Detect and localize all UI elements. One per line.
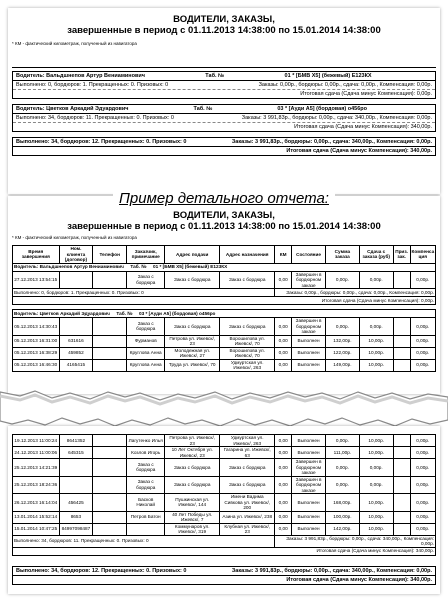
table-cell xyxy=(93,511,127,523)
table-cell xyxy=(93,494,127,512)
table-cell: Выполнен xyxy=(292,359,326,371)
total-totals: Заказы: 3 991,83р., бордюры: 0,00р., сдача: 340,00р., Компенсация: 0,00р. xyxy=(231,567,432,574)
report-title-line1: ВОДИТЕЛИ, ЗАКАЗЫ, xyxy=(173,14,275,25)
table-cell: Азина ул. Ижевск/, 238 xyxy=(220,511,275,523)
table-cell xyxy=(93,359,127,371)
table-cell: Выполнен xyxy=(292,523,326,535)
table-cell: 0,00 xyxy=(275,359,292,371)
total-done: Выполнено: 34, бордюров: 12. Прекращенных: 0. Призовых: 0 xyxy=(16,139,187,145)
table-cell: 0,00р. xyxy=(410,435,435,447)
table-cell: 132,00р. xyxy=(325,335,359,347)
table-cell: Выполнен xyxy=(292,435,326,447)
table-cell: Заказ с бордюра xyxy=(165,271,220,289)
table-cell: 0,00р. xyxy=(325,459,359,477)
table-cell: 0,00р. xyxy=(410,511,435,523)
table-cell xyxy=(93,318,127,336)
table-cell: 40 Лет Победы ул. Ижевск/, 7 xyxy=(165,511,220,523)
table-row xyxy=(13,359,436,371)
table-cell: 25.12.2013 14:21:39 xyxy=(13,459,60,477)
table-cell xyxy=(59,271,93,289)
detail-title-line2: завершенные в период с 01.11.2013 14:38:00 по 15.01.2014 14:38:00 xyxy=(67,221,381,232)
table-cell: Пушкинская ул. Ижевск/, 144 xyxy=(165,494,220,512)
detail-grand-total xyxy=(12,566,436,585)
detail-table-continued xyxy=(12,434,436,556)
total-change: Итоговая сдача (Сдача минус Компенсация): 340,00р. xyxy=(286,576,432,583)
table-cell: 0,00р. xyxy=(359,271,393,289)
table-cell: 10,00р. xyxy=(359,511,393,523)
table-cell: 10,00р. xyxy=(359,447,393,459)
table-cell: 0,00 xyxy=(275,271,292,289)
column-header: Сдача с заказа (руб) xyxy=(359,246,393,264)
table-cell: Клубная ул. Ижевск/, 23 xyxy=(220,523,275,535)
column-header: КМ xyxy=(275,246,292,264)
detail-heading-wrap xyxy=(0,176,448,208)
table-row xyxy=(13,447,436,459)
column-header: Время завершения xyxy=(13,246,60,264)
column-header: Ном. клиента (договор) xyxy=(59,246,93,264)
column-header: Сумма заказа xyxy=(325,246,359,264)
table-cell xyxy=(93,335,127,347)
final-change: Итоговая сдача (Сдача минус Компенсация): 340,00р. xyxy=(294,124,432,130)
table-cell: 0,00 xyxy=(275,523,292,535)
table-cell: Заказ с бордюра xyxy=(165,459,220,477)
table-cell: 0,00р. xyxy=(410,335,435,347)
table-cell: 8653 xyxy=(59,511,93,523)
summary-report xyxy=(8,8,440,194)
table-cell xyxy=(93,476,127,494)
table-cell: 0,00 xyxy=(275,335,292,347)
table-cell: Выполнен xyxy=(292,447,326,459)
table-cell: 0,00р. xyxy=(325,318,359,336)
table-cell: Выполнен xyxy=(292,347,326,359)
table-cell xyxy=(59,476,93,494)
table-cell: 0,00 xyxy=(275,511,292,523)
table-cell: 4165415 xyxy=(59,359,93,371)
table-cell: 05.12.2013 16:31:00 xyxy=(13,335,60,347)
column-header: Компенса ция xyxy=(410,246,435,264)
table-cell xyxy=(393,459,410,477)
table-cell: Заказ с бордюра xyxy=(220,271,275,289)
table-row xyxy=(13,476,436,494)
table-cell: 168,00р. xyxy=(325,494,359,512)
table-cell: 0,00р. xyxy=(410,459,435,477)
table-cell: Труда ул. Ижевск/, 70 xyxy=(165,359,220,371)
column-header: Телефон xyxy=(93,246,127,264)
table-cell: 0,00р. xyxy=(325,271,359,289)
table-cell: 05.12.2013 14:30:43 xyxy=(13,318,60,336)
group2-done: Выполнено: 34, бордюров: 11. Прекращенных: 0. Призовых: 0 xyxy=(13,535,275,547)
done-count: Выполнено: 0, бордюров: 1. Прекращенных: 0. Призовых: 0 xyxy=(16,82,169,88)
column-header: Заказчик, примечание xyxy=(127,246,165,264)
total-totals: Заказы: 3 991,83р., бордюры: 0,00р., сдача: 340,00р., Компенсация: 0,00р. xyxy=(231,139,432,145)
table-cell: 84997098487 xyxy=(59,523,93,535)
car-label: 03 * [Ауди А5] (бордовая) о456ро xyxy=(277,106,368,112)
driver-group-1 xyxy=(12,71,436,99)
table-cell: Заказ с бордюра xyxy=(127,476,165,494)
table-cell: Заказ с бордюра xyxy=(220,318,275,336)
table-cell: 26.12.2013 16:14:04 xyxy=(13,494,60,512)
table-cell: 0,00р. xyxy=(410,271,435,289)
table-cell: 0,00р. xyxy=(410,359,435,371)
report-title-line2: завершенные в период с 01.11.2013 14:38:00 по 15.01.2014 14:38:00 xyxy=(67,25,381,36)
table-cell: 19.12.2013 11:00:24 xyxy=(13,435,60,447)
table-cell: Круглова Анна xyxy=(127,347,165,359)
table-cell: 0,00 xyxy=(275,435,292,447)
table-cell xyxy=(93,271,127,289)
table-cell: 456425 xyxy=(59,494,93,512)
detail-report-continued xyxy=(8,426,440,594)
column-header: Приз. зак. xyxy=(393,246,410,264)
table-cell: 631616 xyxy=(59,335,93,347)
table-cell xyxy=(93,523,127,535)
table-header-row xyxy=(13,246,436,264)
table-cell xyxy=(393,447,410,459)
tab-label: Таб. № xyxy=(205,73,225,79)
table-cell: 0,00р. xyxy=(410,476,435,494)
group2-change: Итоговая сдача (Сдача минус Компенсация): 340,00р. xyxy=(13,547,436,555)
final-change: Итоговая сдача (Сдача минус Компенсация): 0,00р. xyxy=(300,91,432,97)
driver-group-2 xyxy=(12,104,436,132)
table-cell: Заказ с бордюра xyxy=(165,476,220,494)
table-cell: Заказ с бордюра xyxy=(220,476,275,494)
table-cell: Заказ с бордюра xyxy=(127,271,165,289)
table-cell: 0,00р. xyxy=(359,318,393,336)
group-header-1: Водитель: Вальдшнепов Артур Вениаминович Таб. № 01 * [БМВ X5] (бежевый) Е123КХ xyxy=(13,263,436,271)
table-cell: 10,00р. xyxy=(359,435,393,447)
table-row xyxy=(13,494,436,512)
table-cell xyxy=(393,318,410,336)
table-cell: 27.12.2013 13:54:15 xyxy=(13,271,60,289)
table-cell: Петров Батон xyxy=(127,511,165,523)
table-row xyxy=(13,271,436,289)
total-change: Итоговая сдача (Сдача минус Компенсация): 340,00р. xyxy=(286,148,432,154)
group2-totals: Заказы: 3 991,83р., бордюры: 0,00р., сдача: 340,00р., Компенсация: 0,00р. xyxy=(275,535,436,547)
table-cell: Басков Николай xyxy=(127,494,165,512)
table-cell xyxy=(393,494,410,512)
table-cell: 25.12.2013 18:24:36 xyxy=(13,476,60,494)
table-cell xyxy=(93,435,127,447)
table-cell xyxy=(393,271,410,289)
table-cell: 0,00р. xyxy=(410,447,435,459)
table-cell: Выполнен xyxy=(292,494,326,512)
table-cell: 645315 xyxy=(59,447,93,459)
table-cell: 15.01.2014 10:47:25 xyxy=(13,523,60,535)
table-cell: Удмуртская ул. Ижевск/, 263 xyxy=(220,435,275,447)
torn-edge-graphic xyxy=(0,390,448,430)
table-cell: Петрова ул. Ижевск/, 23 xyxy=(165,335,220,347)
group-header-2: Водитель: Цветков Аркадий Эдуардович Таб. № 03 * [Ауди А5] (бордовая) о456ро xyxy=(13,310,436,318)
table-cell: 142,00р. xyxy=(325,523,359,535)
table-row xyxy=(13,435,436,447)
table-cell xyxy=(59,459,93,477)
table-row xyxy=(13,523,436,535)
table-cell: 10,00р. xyxy=(359,523,393,535)
table-cell xyxy=(393,359,410,371)
table-cell: 0,00 xyxy=(275,447,292,459)
table-cell: Завершен в бордюрном заказе xyxy=(292,318,326,336)
table-cell xyxy=(127,523,165,535)
table-cell: Фурманов xyxy=(127,335,165,347)
table-cell: 24.12.2013 11:00:06 xyxy=(13,447,60,459)
driver-name: Водитель: Вальдшнепов Артур Вениаминович xyxy=(16,73,145,79)
table-cell: 05.12.2013 16:38:29 xyxy=(13,347,60,359)
table-cell: Заказ с бордюра xyxy=(220,459,275,477)
table-cell: 0,00 xyxy=(275,347,292,359)
table-cell: 459852 xyxy=(59,347,93,359)
table-cell xyxy=(393,347,410,359)
table-cell: 10,00р. xyxy=(359,335,393,347)
table-cell: 10,00р. xyxy=(359,347,393,359)
table-cell: 0,00 xyxy=(275,318,292,336)
table-cell: Ворошилова ул. Ижевск/, 70 xyxy=(220,347,275,359)
table-cell: Козлов Игорь xyxy=(127,447,165,459)
table-cell: Петрова ул. Ижевск/, 23 xyxy=(165,435,220,447)
table-cell: Заказ с бордюра xyxy=(127,459,165,477)
table-cell xyxy=(393,523,410,535)
table-row xyxy=(13,335,436,347)
table-cell xyxy=(93,459,127,477)
group1-totals: Заказы: 0,00р., бордюры: 0,00р., сдача: 0,00р., Компенсация: 0,00р. xyxy=(275,289,436,297)
detail-report xyxy=(8,196,440,394)
table-cell: 0,00р. xyxy=(410,318,435,336)
table-cell: Лагутенко Илья xyxy=(127,435,165,447)
table-cell: Молодежная ул. Ижевск/, 27 xyxy=(165,347,220,359)
driver-name: Водитель: Цветков Аркадий Эдуардович xyxy=(16,106,129,112)
table-cell xyxy=(393,335,410,347)
table-cell: 0,00р. xyxy=(410,347,435,359)
table-cell: Выполнен xyxy=(292,511,326,523)
table-cell: 122,00р. xyxy=(325,347,359,359)
table-cell xyxy=(93,447,127,459)
totals: Заказы: 0,00р., бордюры: 0,00р., сдача: 0,00р., Компенсация: 0,00р. xyxy=(258,82,432,88)
table-cell: 13.01.2014 15:52:14 xyxy=(13,511,60,523)
table-cell: 0,00 xyxy=(275,459,292,477)
table-cell: 0,00р. xyxy=(325,476,359,494)
table-cell: 0,00р. xyxy=(359,476,393,494)
table-row xyxy=(13,318,436,336)
table-cell: 8641352 xyxy=(59,435,93,447)
table-cell: 10,00р. xyxy=(359,359,393,371)
table-cell: Имени Вадима Сивкова ул. Ижевск/, 200 xyxy=(220,494,275,512)
table-cell: Круглова Анна xyxy=(127,359,165,371)
table-cell xyxy=(393,476,410,494)
table-cell: 0,00 xyxy=(275,494,292,512)
table-cell: 0,00р. xyxy=(325,435,359,447)
total-done: Выполнено: 34, бордюров: 12. Прекращенных: 0. Призовых: 0 xyxy=(16,567,187,574)
table-cell: 0,00р. xyxy=(410,523,435,535)
table-row xyxy=(13,459,436,477)
table-cell: 0,00 xyxy=(275,476,292,494)
table-row xyxy=(13,511,436,523)
table-cell: Завершен в бордюрном заказе xyxy=(292,271,326,289)
table-cell: 111,00р. xyxy=(325,447,359,459)
grand-total xyxy=(12,137,436,156)
detail-title-line1: ВОДИТЕЛИ, ЗАКАЗЫ, xyxy=(173,210,275,221)
column-header: Состояние xyxy=(292,246,326,264)
detail-table xyxy=(12,245,436,372)
table-cell xyxy=(393,435,410,447)
table-cell: 0,00р. xyxy=(410,494,435,512)
column-header: Адрес назначения xyxy=(220,246,275,264)
totals: Заказы: 3 991,83р., бордюры: 0,00р., сдача: 340,00р., Компенсация: 0,00р. xyxy=(241,115,432,121)
table-cell: Завершен в бордюрном заказе xyxy=(292,459,326,477)
detail-km-note: * КМ - фактический километраж, полученный из навигатора xyxy=(12,235,137,240)
table-cell: Завершен в бордюрном заказе xyxy=(292,476,326,494)
table-cell: Удмуртская ул. Ижевск/, 263 xyxy=(220,359,275,371)
table-cell: 100,00р. xyxy=(325,511,359,523)
tab-label: Таб. № xyxy=(193,106,213,112)
table-cell: Ворошилова ул. Ижевск/, 70 xyxy=(220,335,275,347)
table-cell: 10,00р. xyxy=(359,494,393,512)
table-cell: 149,00р. xyxy=(325,359,359,371)
table-cell xyxy=(93,347,127,359)
table-cell: 05.12.2013 16:46:30 xyxy=(13,359,60,371)
table-cell: Заказ с бордюра xyxy=(165,318,220,336)
table-cell xyxy=(393,511,410,523)
group1-done: Выполнено: 0, бордюров: 1. Прекращенных: 0. Призовых: 0 xyxy=(13,289,275,297)
done-count: Выполнено: 34, бордюров: 11. Прекращенных: 0. Призовых: 0 xyxy=(16,115,174,121)
column-header: Адрес подачи xyxy=(165,246,220,264)
table-cell: Выполнен xyxy=(292,335,326,347)
table-cell: 0,00р. xyxy=(359,459,393,477)
table-cell: Гагарина ул. Ижевск/, 63 xyxy=(220,447,275,459)
table-cell xyxy=(59,318,93,336)
table-row xyxy=(13,347,436,359)
table-cell: Заказ с бордюра xyxy=(127,318,165,336)
group1-change: Итоговая сдача (Сдача минус Компенсация): 0,00р. xyxy=(13,297,436,305)
table-cell: Коммунаров ул. Ижевск/, 319 xyxy=(165,523,220,535)
detail-heading: Пример детального отчета: xyxy=(113,190,335,207)
car-label: 01 * [БМВ X5] (бежевый) Е123КХ xyxy=(284,73,372,79)
km-note: * КМ - фактический километраж, полученный из навигатора xyxy=(12,41,137,46)
table-cell: 10 Лет Октября ул. Ижевск/, 23 xyxy=(165,447,220,459)
